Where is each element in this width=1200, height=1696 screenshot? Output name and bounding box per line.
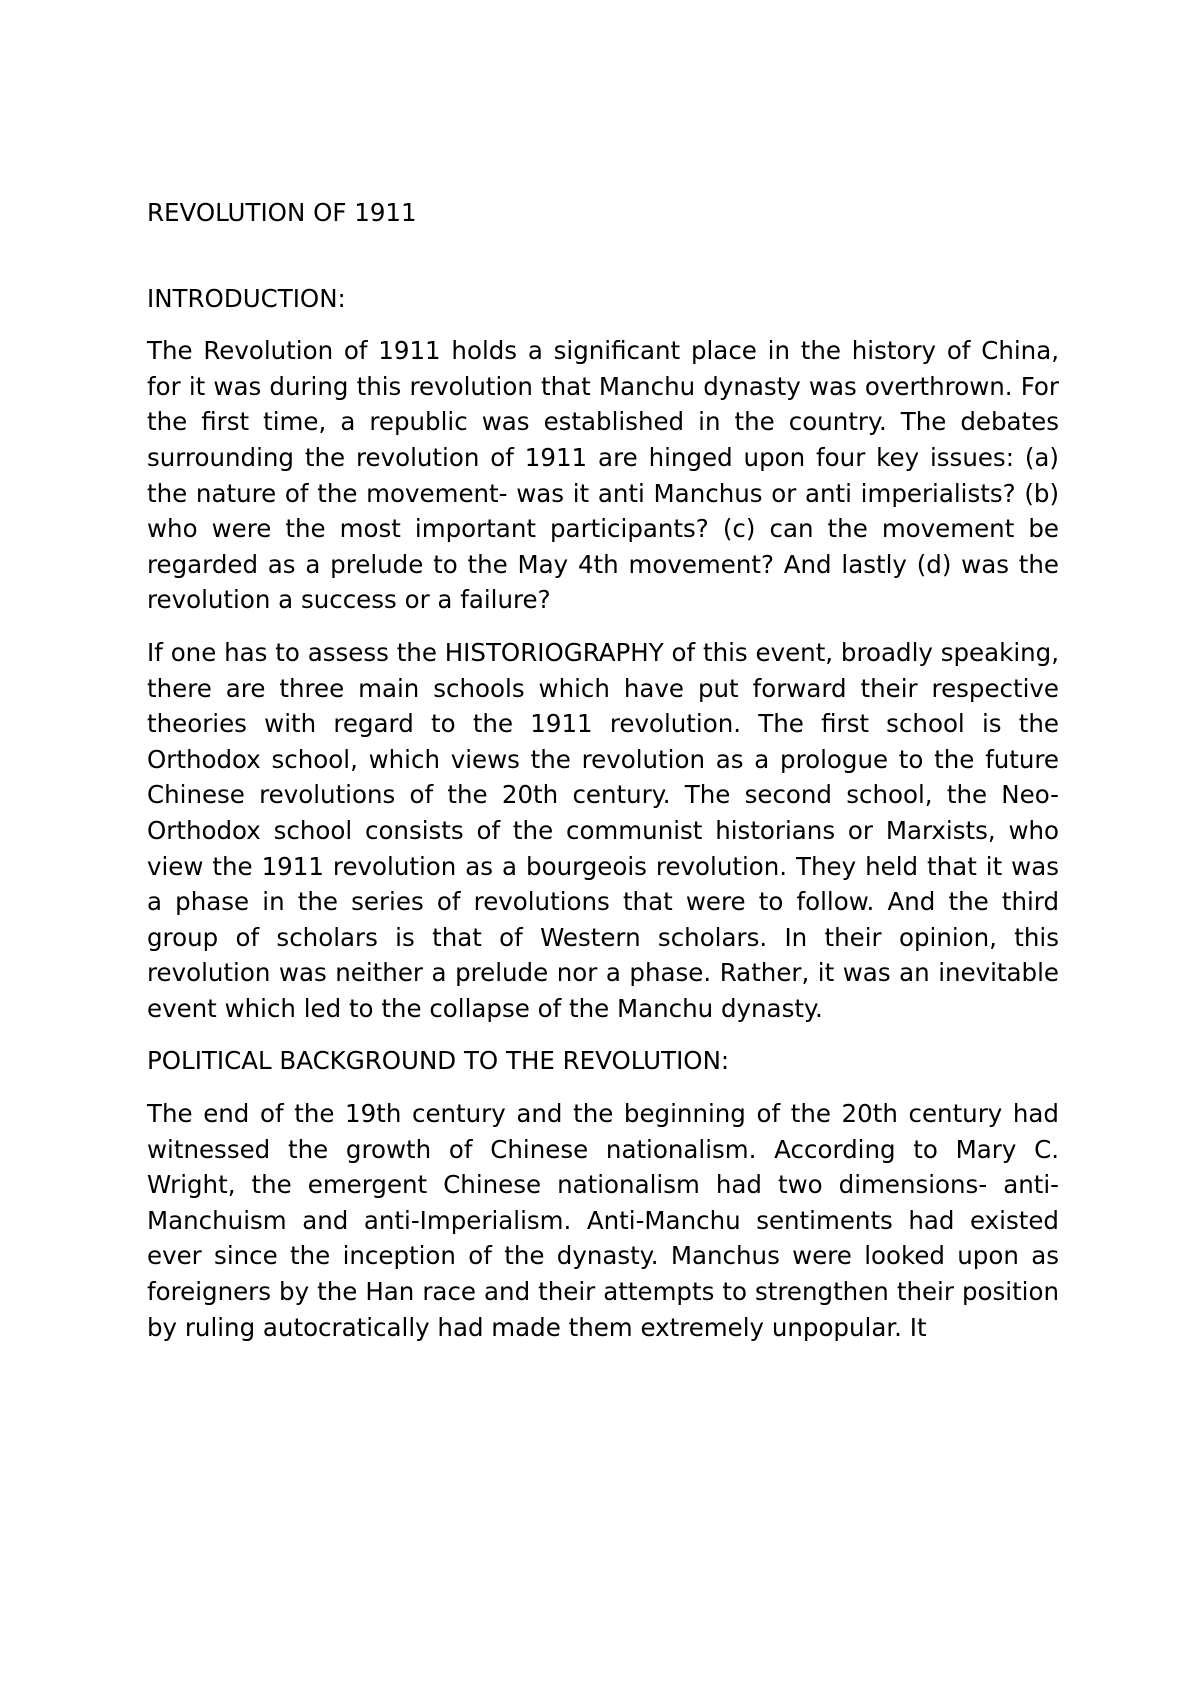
section-heading-political-background: POLITICAL BACKGROUND TO THE REVOLUTION: [147, 1046, 730, 1076]
paragraph-historiography: If one has to assess the HISTORIOGRAPHY of this event, broadly speaking, there are three main schools which have put forward their respective theories with regard to the 1911 revolution. The first school is the Orthodox school, which views the revolution as a prologue to the future Chinese revolutions of the 20th century. The second school, the Neo-Orthodox school consists of the communist historians or Marxists, who view the 1911 revolution as a bourgeois revolution. They held that it was a phase in the series of revolutions that were to follow. And the third group of scholars is that of Western scholars. In their opinion, this revolution was neither a prelude nor a phase. Rather, it was an inevitable event which led to the collapse of the Manchu dynasty. [147, 637, 1059, 1023]
paragraph-political-background-1: The end of the 19th century and the beginning of the 20th century had witnessed the growth of Chinese nationalism. According to Mary C. Wright, the emergent Chinese nationalism had two dimensions- anti-Manchuism and anti-Imperialism. Anti-Manchu sentiments had existed ever since the inception of the dynasty. Manchus were looked upon as foreigners by the Han race and their attempts to strengthen their position by ruling autocratically had made them extremely unpopular. It [147, 1099, 1059, 1342]
section-introduction [147, 281, 1059, 1027]
document-page [147, 195, 1059, 1362]
document-title: REVOLUTION OF 1911 [147, 198, 417, 227]
section-heading-introduction: INTRODUCTION: [147, 283, 346, 313]
section-political-background [147, 1043, 1059, 1345]
paragraph-introduction-1: The Revolution of 1911 holds a significant place in the history of China, for it was during this revolution that Manchu dynasty was overthrown. For the first time, a republic was established in the country. The debates surrounding the revolution of 1911 are hinged upon four key issues: (a) the nature of the movement- was it anti Manchus or anti imperialists? (b) who were the most important participants? (c) can the movement be regarded as a prelude to the May 4th movement? And lastly (d) was the revolution a success or a failure? [147, 336, 1059, 615]
